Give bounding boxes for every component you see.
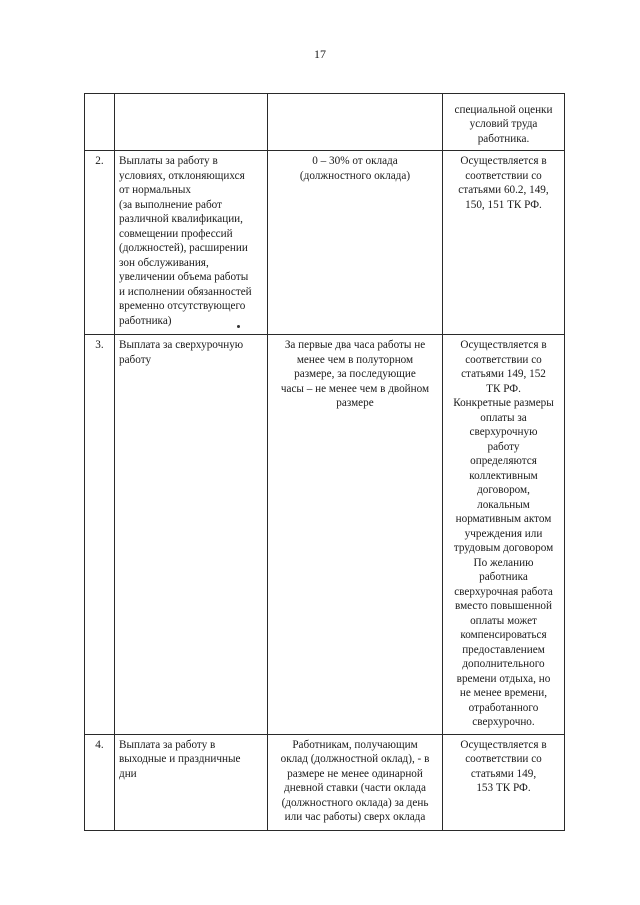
payment-note-line: Осуществляется в — [460, 155, 547, 167]
payment-note-line: не менее времени, — [459, 687, 548, 699]
payment-name-line: дни — [119, 767, 137, 780]
payment-note-line: Осуществляется в — [460, 339, 547, 351]
payment-note-line: работника. — [477, 132, 530, 145]
payment-size-line: оклад (должностной оклад), - в — [280, 753, 430, 765]
payment-name-cell — [115, 734, 268, 830]
payment-note-line: специальной оценки — [454, 103, 553, 116]
payment-name-line: различной квалификации, — [119, 213, 243, 225]
payment-size-line: размере, за последующие — [294, 368, 416, 380]
payment-note-line: сверхурочную — [469, 426, 538, 438]
payment-size-cell — [268, 94, 443, 151]
payment-note-line: 153 ТК РФ. — [476, 782, 531, 794]
payment-name-line: совмещении профессий — [119, 227, 233, 240]
payment-note-cell — [443, 151, 565, 335]
payment-note-line: соответствии со — [465, 353, 542, 366]
payment-note-line: учреждения или — [464, 527, 543, 540]
payment-note-line: По желанию — [473, 556, 534, 569]
payment-name-line: (за выполнение работ — [119, 198, 222, 211]
payment-note-line: оплаты за — [480, 411, 527, 424]
payment-size-line: За первые два часа работы не — [284, 339, 426, 351]
payment-note-line: работу — [487, 440, 520, 453]
payment-size-line: часы – не менее чем в двойном — [280, 382, 430, 395]
payment-note-line: определяются — [470, 455, 537, 467]
payment-note-line: статьями 149, 152 — [461, 368, 546, 380]
payment-size-line: 0 – 30% от оклада — [312, 155, 398, 167]
payment-note-line: отработанного — [468, 701, 539, 714]
payment-note-line: статьями 60.2, 149, — [458, 184, 549, 196]
payment-name-cell — [115, 335, 268, 735]
payment-note-cell — [443, 335, 565, 735]
payment-name-line: от нормальных — [119, 184, 191, 196]
payment-name-line: зон обслуживания, — [119, 256, 209, 269]
payment-note-line: коллективным — [469, 469, 538, 482]
scan-artifact-dot — [237, 325, 240, 328]
payment-note-line: нормативным актом — [455, 513, 552, 525]
payment-size-cell — [268, 151, 443, 335]
payment-note-line: вместо повышенной — [454, 600, 553, 612]
payment-note-line: дополнительного — [462, 658, 545, 670]
payment-name-line: увеличении объема работы — [119, 271, 249, 283]
payment-note-line: 150, 151 ТК РФ. — [465, 198, 542, 211]
payment-note-line: предоставлением — [462, 643, 545, 656]
payment-size-line: дневной ставки (части оклада — [284, 782, 426, 794]
payment-name-line: выходные и праздничные — [119, 753, 241, 765]
payment-note-line: Конкретные размеры — [453, 397, 554, 409]
payment-note-line: соответствии со — [465, 169, 542, 182]
payment-note-line: трудовым договором — [453, 542, 554, 554]
table-row — [85, 734, 565, 830]
payment-size-line: Работникам, получающим — [292, 738, 418, 751]
payment-size-line: размере — [336, 397, 374, 409]
payment-note-line: Осуществляется в — [460, 738, 547, 751]
payment-size-line: размере не менее одинарной — [287, 767, 423, 780]
payment-size-cell — [268, 335, 443, 735]
payment-note-line: сверхурочно. — [472, 716, 535, 728]
table-body — [85, 94, 565, 831]
payment-name-line: временно отсутствующего — [119, 300, 246, 312]
table-row — [85, 151, 565, 335]
payment-note-line: сверхурочная работа — [454, 585, 553, 598]
payment-size-line: (должностного оклада) — [299, 169, 411, 182]
payment-name-cell — [115, 94, 268, 151]
payment-name-line: (должностей), расширении — [119, 242, 248, 254]
payment-size-line: менее чем в полуторном — [296, 353, 414, 366]
payment-name-cell — [115, 151, 268, 335]
payment-note-line: оплаты может — [470, 614, 537, 627]
payment-name-line: работу — [119, 353, 152, 366]
payment-note-line: статьями 149, — [470, 767, 537, 780]
payments-table — [84, 93, 565, 831]
page-number: 17 — [314, 47, 326, 61]
payment-note-line: работника — [479, 571, 528, 583]
payment-name-line: Выплата за сверхурочную — [119, 339, 244, 351]
row-number-cell: 3. — [85, 335, 115, 735]
table-row — [85, 94, 565, 151]
row-number-cell: 2. — [85, 151, 115, 335]
payment-name-line: условиях, отклоняющихся — [119, 169, 245, 182]
payment-note-line: локальным — [477, 498, 530, 511]
payment-size-line: (должностного оклада) за день — [281, 796, 429, 809]
row-number-cell: 4. — [85, 734, 115, 830]
payment-size-cell — [268, 734, 443, 830]
payment-name-line: Выплата за работу в — [119, 738, 216, 751]
payment-note-cell — [443, 734, 565, 830]
payment-name-line: работника) — [119, 314, 172, 327]
payment-note-cell — [443, 94, 565, 151]
payment-name-line: Выплаты за работу в — [119, 155, 218, 167]
row-number-cell — [85, 94, 115, 151]
payment-note-line: условий труда — [469, 118, 538, 130]
payment-note-line: времени отдыха, но — [456, 672, 551, 685]
payment-size-line: или час работы) сверх оклада — [284, 811, 426, 823]
table-row — [85, 335, 565, 735]
payment-note-line: компенсироваться — [460, 629, 547, 641]
payment-note-line: ТК РФ. — [486, 382, 521, 395]
payment-note-line: соответствии со — [465, 753, 542, 765]
payment-note-line: договором, — [477, 484, 530, 496]
payment-name-line: и исполнении обязанностей — [119, 285, 252, 298]
